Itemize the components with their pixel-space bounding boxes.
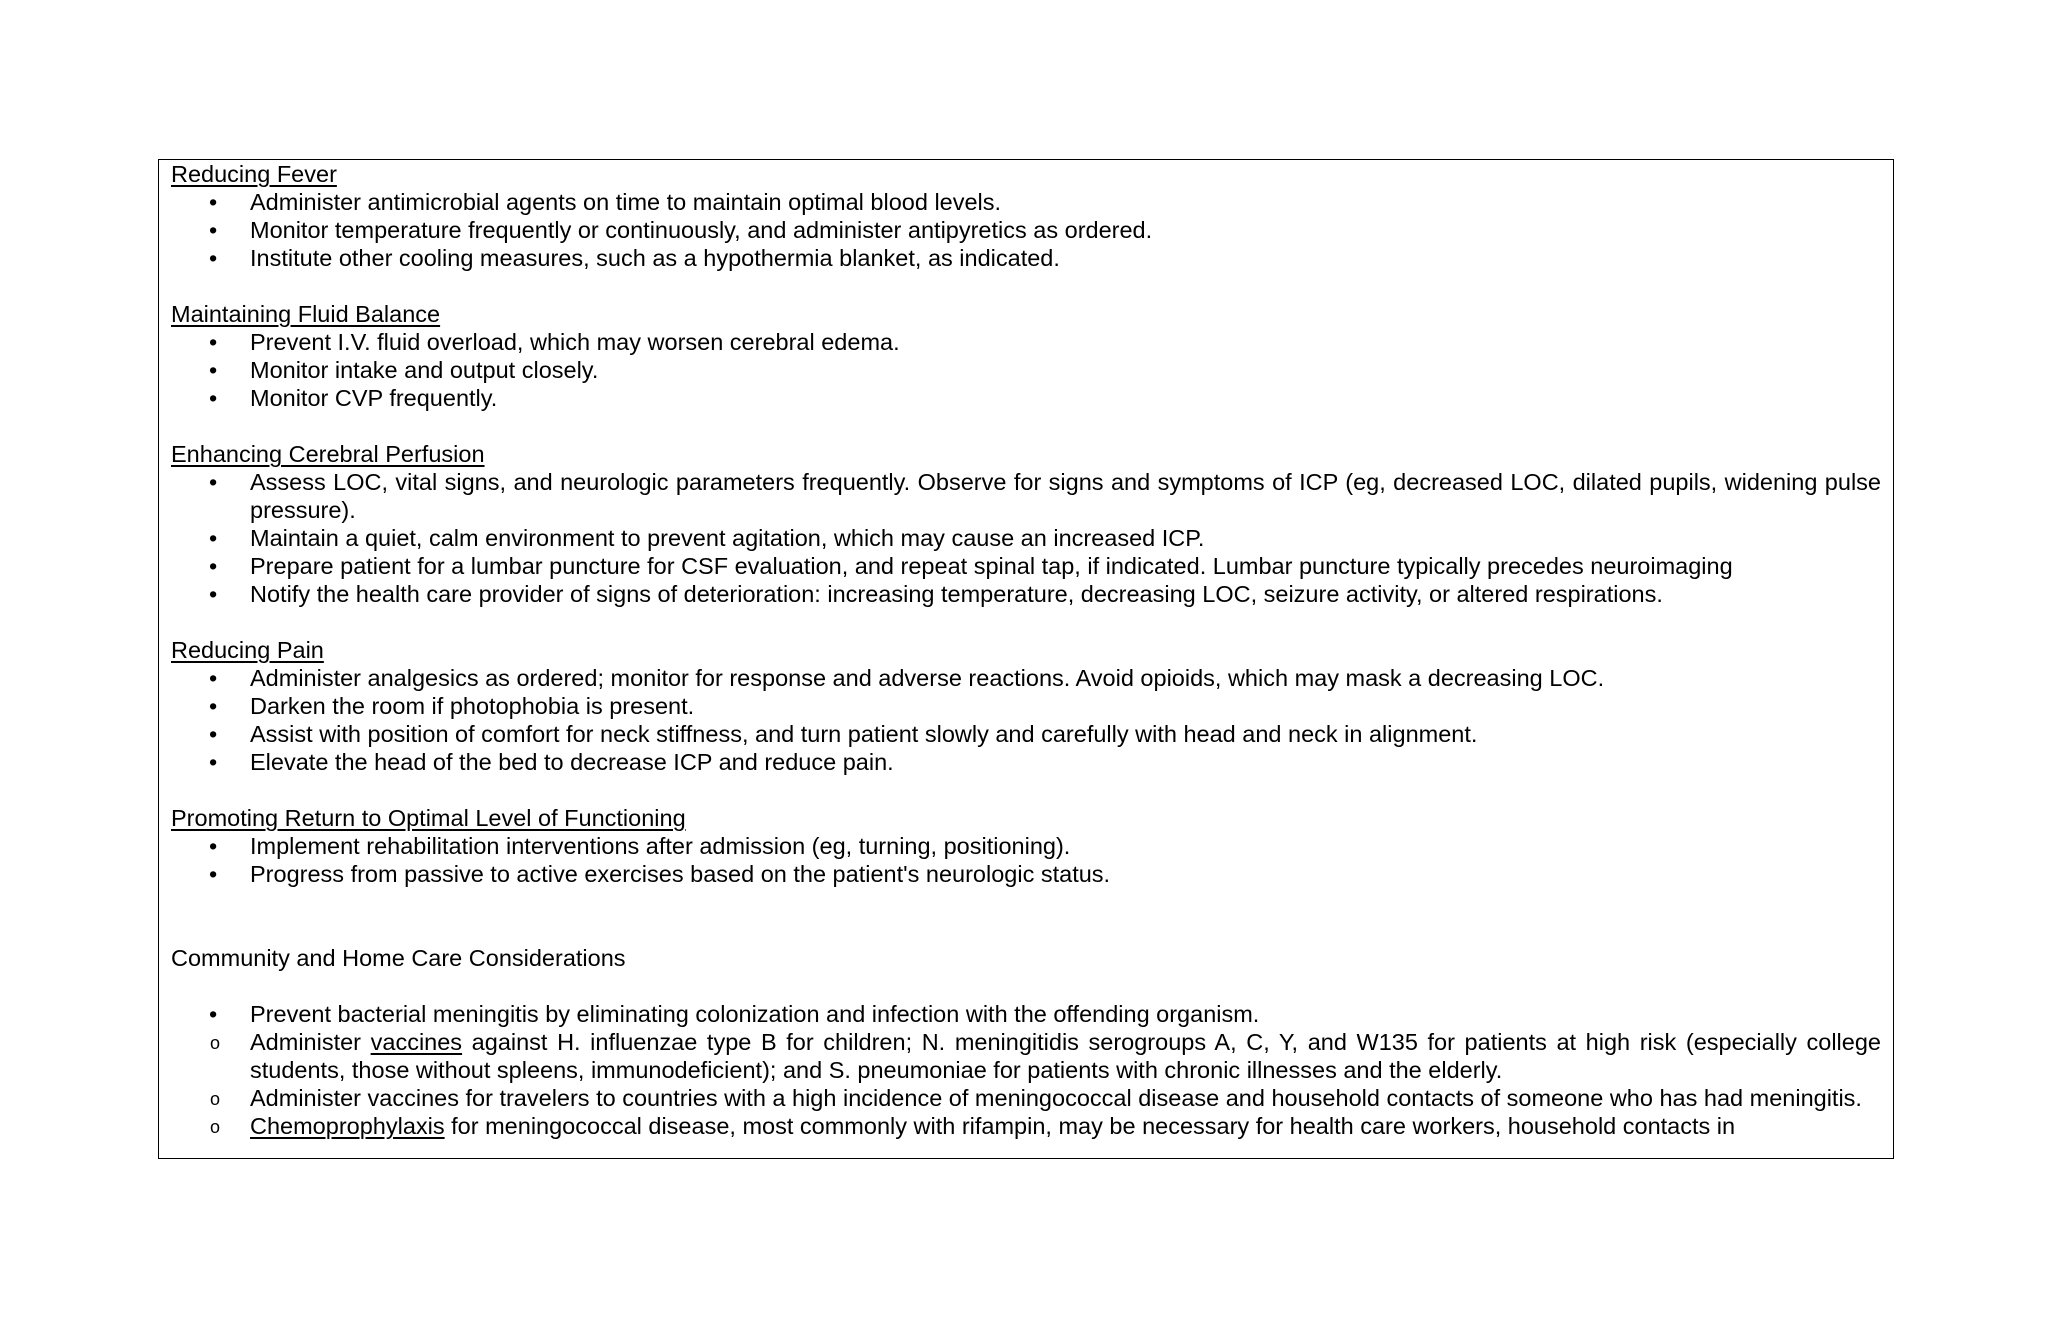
list-item: • Notify the health care provider of signs of deterioration: increasing temperature, decreasing LOC, seizure activity, or altered respirations. [171, 580, 1881, 608]
sub-item-text: Administer vaccines for travelers to countries with a high incidence of meningococcal disease and household contacts of someone who has had meningitis. [250, 1085, 1862, 1111]
spacer [171, 888, 1881, 944]
list-item: • Institute other cooling measures, such as a hypothermia blanket, as indicated. [171, 244, 1881, 272]
section-reducing-fever [171, 160, 1881, 272]
document-content [171, 160, 1881, 1140]
spacer [171, 608, 1881, 636]
section-title: Promoting Return to Optimal Level of Functioning [171, 805, 686, 831]
bullet-list [171, 188, 1881, 272]
spacer [171, 776, 1881, 804]
vaccines-link[interactable]: vaccines [370, 1029, 463, 1055]
section-reducing-pain [171, 636, 1881, 776]
list-item: • Maintain a quiet, calm environment to prevent agitation, which may cause an increased ICP. [171, 524, 1881, 552]
list-item: • Darken the room if photophobia is present. [171, 692, 1881, 720]
section-cerebral-perfusion [171, 440, 1881, 608]
list-item: • Administer antimicrobial agents on time to maintain optimal blood levels. [171, 188, 1881, 216]
section-title: Enhancing Cerebral Perfusion [171, 441, 485, 467]
section-title: Community and Home Care Considerations [171, 945, 626, 971]
sub-list-item [171, 1084, 1881, 1112]
section-fluid-balance [171, 300, 1881, 412]
sub-item-text: against H. influenzae type B for children; N. meningitidis serogroups A, C, Y, and W135 for patients at high risk (especially college students, those without spleens, immunodeficient); and S. pneumoniae for patients with chronic illnesses and the elderly. [250, 1029, 1881, 1083]
list-item: • Assess LOC, vital signs, and neurologic parameters frequently. Observe for signs and symptoms of ICP (eg, decreased LOC, dilated pupils, widening pulse pressure). [171, 468, 1881, 524]
sub-list-item [171, 1112, 1881, 1140]
sub-item-text: for meningococcal disease, most commonly with rifampin, may be necessary for health care workers, household contacts in [444, 1113, 1736, 1139]
list-item: • Progress from passive to active exercises based on the patient's neurologic status. [171, 860, 1881, 888]
spacer [171, 272, 1881, 300]
bullet-list [171, 664, 1881, 776]
section-title: Reducing Pain [171, 637, 324, 663]
spacer [171, 972, 1881, 1000]
spacer [171, 412, 1881, 440]
section-title: Reducing Fever [171, 161, 337, 187]
sub-bullet-list [171, 1028, 1881, 1140]
list-item: • Assist with position of comfort for neck stiffness, and turn patient slowly and carefully with head and neck in alignment. [171, 720, 1881, 748]
bullet-list [171, 1000, 1881, 1140]
sub-list-item [171, 1028, 1881, 1084]
list-item: • Prevent I.V. fluid overload, which may worsen cerebral edema. [171, 328, 1881, 356]
sub-item-text: Administer [250, 1029, 371, 1055]
list-item: • Monitor temperature frequently or continuously, and administer antipyretics as ordered. [171, 216, 1881, 244]
section-community-home-care [171, 944, 1881, 1140]
list-item: • Administer analgesics as ordered; monitor for response and adverse reactions. Avoid opioids, which may mask a decreasing LOC. [171, 664, 1881, 692]
list-item [171, 1000, 1881, 1140]
list-item: • Implement rehabilitation interventions after admission (eg, turning, positioning). [171, 832, 1881, 860]
section-optimal-functioning [171, 804, 1881, 888]
list-item: • Prepare patient for a lumbar puncture for CSF evaluation, and repeat spinal tap, if indicated. Lumbar puncture typically precedes neuroimaging [171, 552, 1881, 580]
list-item: • Monitor CVP frequently. [171, 384, 1881, 412]
bullet-list [171, 832, 1881, 888]
list-item-text: Prevent bacterial meningitis by eliminating colonization and infection with the offending organism. [250, 1001, 1260, 1027]
document-frame [158, 159, 1894, 1159]
list-item: • Elevate the head of the bed to decrease ICP and reduce pain. [171, 748, 1881, 776]
chemoprophylaxis-link[interactable]: Chemoprophylaxis [250, 1113, 445, 1139]
list-item: • Monitor intake and output closely. [171, 356, 1881, 384]
bullet-list [171, 468, 1881, 608]
section-title: Maintaining Fluid Balance [171, 301, 441, 327]
bullet-list [171, 328, 1881, 412]
